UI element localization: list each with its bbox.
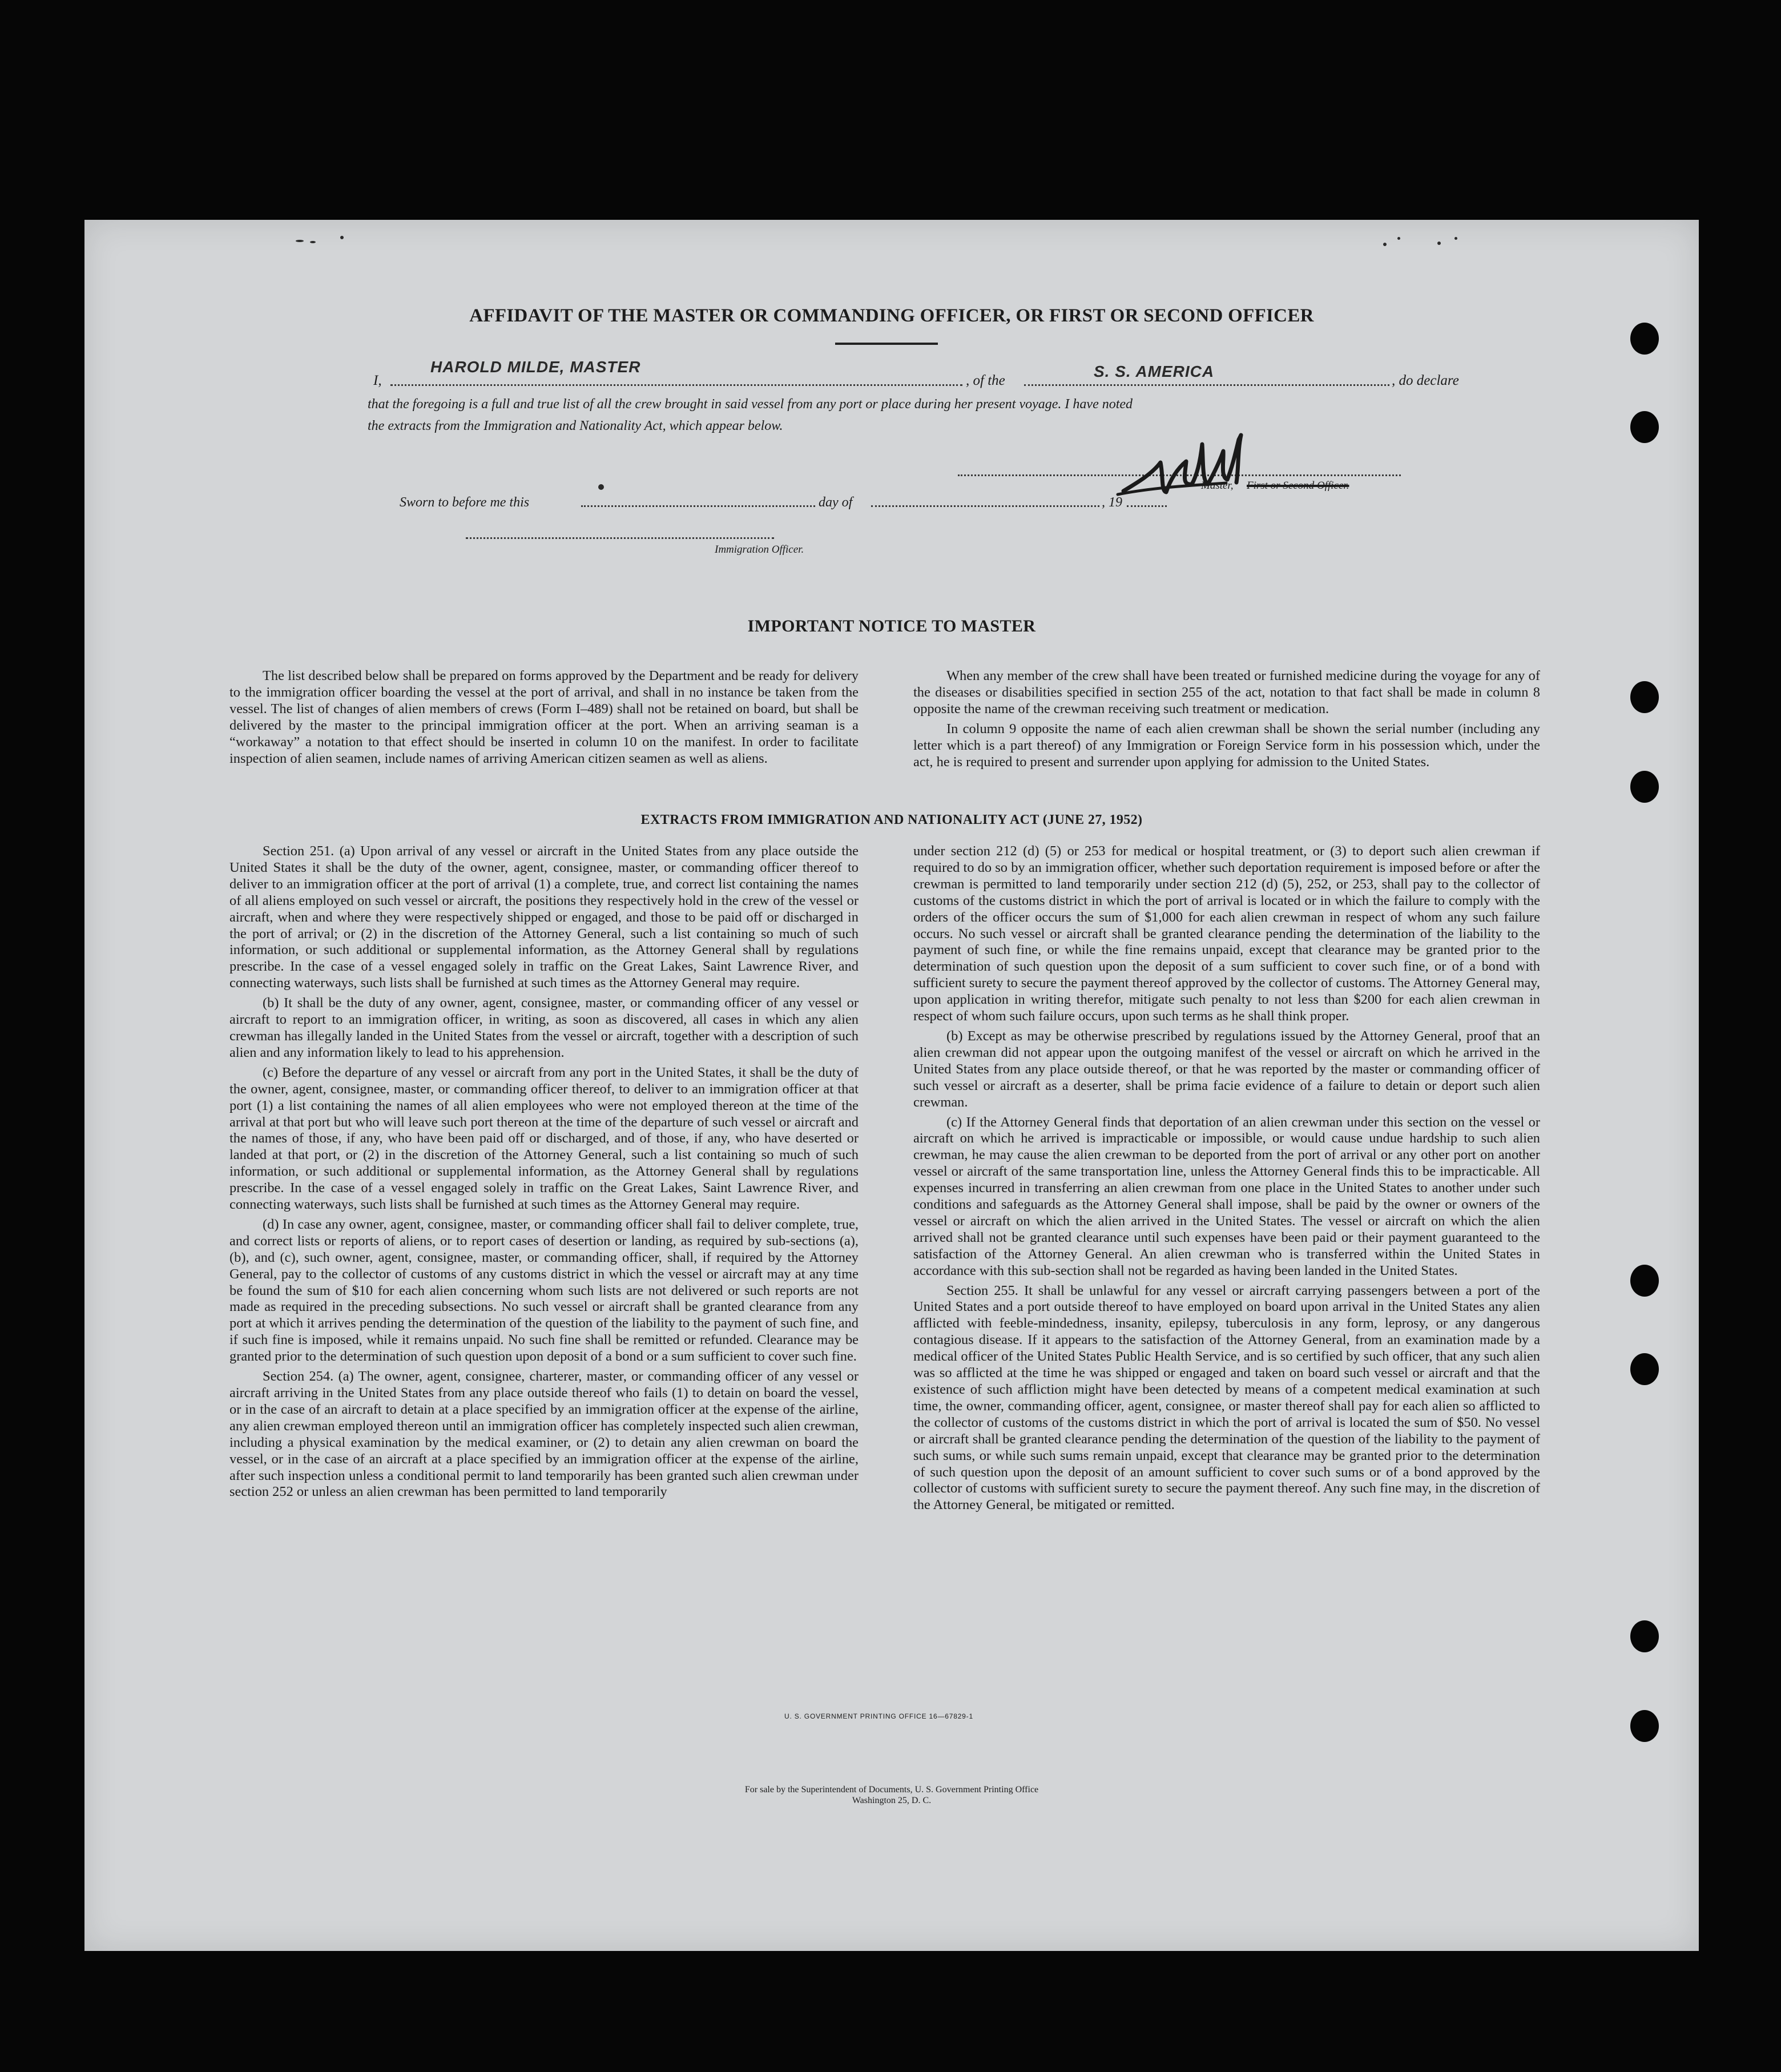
of-the-label: , of the [966,373,1005,388]
extracts-title: EXTRACTS FROM IMMIGRATION AND NATIONALITY ACT (JUNE 27, 1952) [640,812,1143,827]
section-251b: (b) It shall be the duty of any owner, agent, consignee, master, or commanding officer of any vessel or aircraft to report to an immigration officer, in writing, as soon as discovered, all cases in which any alien crewman has illegally landed in the United States from the vessel or aircraft, together with a description of such alien and any information likely to lead to his apprehension. [229,995,859,1060]
notice-left-column [229,668,859,767]
section-251d: (d) In case any owner, agent, consignee, master, or commanding officer shall fail to deliver complete, true, and correct lists or reports of aliens, or to report cases of desertion or landing, as required by sub-sections (a), (b), and (c), such owner, agent, consignee, master, or commanding officer, shall, if required by the Attorney General, pay to the collector of customs of any customs district in which the vessel or aircraft may at any time be found the sum of $10 for each alien concerning whom such lists are not delivered or such reports are not made as required in the preceding subsections. No such vessel or aircraft shall be granted clearance from any port at which it arrives pending the determination of the question of the liability to the payment of such fine, and if such fine is imposed, while it remains unpaid. No such fine shall be remitted or refunded. Clearance may be granted prior to the determination of such question upon deposit of a bond or a sum sufficient to cover such fine. [229,1216,859,1365]
declaration-row [373,358,1494,399]
year-label: , 19 [1102,495,1122,510]
struck-officer-label: First or Second Officer. [1247,480,1349,492]
binder-hole [1630,771,1659,803]
scan-speck [1454,237,1457,240]
notice-right-column [913,668,1540,770]
i-label: I, [373,373,382,388]
sworn-year-blank [1127,505,1167,507]
scan-speck [1383,243,1387,246]
vessel-name: S. S. AMERICA [1094,363,1215,380]
section-254b: (b) Except as may be otherwise prescribed by regulations issued by the Attorney General, proof that an alien crewman did not appear upon the outgoing manifest of the vessel or aircraft on which he arrived in the United States from any place outside thereof, or that he was reported by the master or commanding officer of such vessel or aircraft as a deserter, shall be prima facie evidence of a failure to detain or deport such alien crewman. [913,1028,1540,1110]
sworn-month-blank [871,505,1099,507]
sworn-label: Sworn to before me this [400,495,530,510]
scan-speck [340,236,344,239]
binder-hole [1630,1620,1659,1652]
section-251c: (c) Before the departure of any vessel or aircraft from any port in the United States, it shall be the duty of the owner, agent, consignee, master, or commanding officer thereof, to deliver to an immigration officer at that port (1) a list containing the names of all alien employees who were not employed thereon at the time of the arrival at that port but who will leave such port thereon at the time of the departure of such vessel or aircraft and the names of those, if any, who have been paid off or discharged, and of those, if any, who have deserted or landed at that port, or (2) in the discretion of the Attorney General, such a list containing so much of such information, or such additional or supplemental information, as the Attorney General shall by regulations prescribe. In the case of a vessel engaged solely in traffic on the Great Lakes, Saint Lawrence River, and connecting waterways, such lists shall be furnished at such times as the Attorney General may require. [229,1064,859,1213]
immigration-officer-label: Immigration Officer. [715,544,804,556]
section-251a: Section 251. (a) Upon arrival of any vessel or aircraft in the United States from any place outside the United States it shall be the duty of the owner, agent, consignee, master, or commanding officer thereof to deliver to an immigration officer at the port of arrival (1) a complete, true, and correct list containing the names of all aliens employed on such vessel or aircraft, the positions they respectively hold in the crew of the vessel or aircraft, when and where they were respectively shipped or engaged, and those to be paid off or discharged in the port of arrival; or (2) in the discretion of the Attorney General, such a list containing so much of such information, or such additional or supplemental information, as the Attorney General shall by regulations prescribe. In the case of a vessel engaged solely in traffic on the Great Lakes, Saint Lawrence River, and connecting waterways, such lists shall be furnished at such times as the Attorney General may require. [229,843,859,991]
for-sale-notice [84,1784,1699,1806]
title-rule [835,343,938,345]
declarant-name: HAROLD MILDE, MASTER [430,358,641,376]
binder-hole [1630,1353,1659,1385]
name-blank [390,384,962,386]
scan-speck [296,240,304,242]
scan-speck [598,484,604,490]
affidavit-title: AFFIDAVIT OF THE MASTER OR COMMANDING OFFICER, OR FIRST OR SECOND OFFICER [469,305,1314,326]
notice-title: IMPORTANT NOTICE TO MASTER [747,617,1036,635]
affidavit-page [84,220,1699,1951]
do-declare-label: , do declare [1392,373,1459,388]
for-sale-line-1: For sale by the Superintendent of Documents, U. S. Government Printing Office [744,1785,1039,1795]
day-of-label: day of [819,495,853,510]
binder-hole [1630,411,1659,443]
for-sale-line-2: Washington 25, D. C. [852,1796,932,1805]
binder-hole [1630,323,1659,355]
notice-left-paragraph: The list described below shall be prepared on forms approved by the Department and be ready for delivery to the immigration officer boarding the vessel at the port of arrival, and shall in no instance be taken from the vessel. The list of changes of alien members of crews (Form I–489) shall not be retained on board, but shall be delivered by the master to the principal immigration officer at the port. When an arriving seaman is a “workaway” a notation to that effect should be inserted in column 10 on the manifest. In order to facilitate inspection of alien seamen, include names of arriving American citizen seamen as well as aliens. [229,668,859,766]
sworn-day-blank [581,505,815,507]
section-255: Section 255. It shall be unlawful for any vessel or aircraft carrying passengers between a port of the United States and a port outside thereof to have employed on board upon arrival in the United States any alien afflicted with feeble-mindedness, insanity, epilepsy, tuberculosis in any form, leprosy, or any dangerous contagious disease. If it appears to the satisfaction of the Attorney General, from an examination made by a medical officer of the United States Public Health Service, and is so certified by such officer, that any such alien was so afflicted at the time he was shipped or engaged and taken on board such vessel or aircraft and that the existence of such affliction might have been detected by means of a competent medical examination at such time, the owner, commanding officer, agent, consignee, or master thereof shall pay for each alien so afflicted to the collector of customs of the customs district in which the port of arrival is located the sum of $50. No vessel or aircraft shall be granted clearance pending the determination of the question of the liability to the payment of such sums, or while such sums remain unpaid, except that clearance may be granted prior to the determination of such question upon the deposit of an amount sufficient to cover such sums or of a bond approved by the collector of customs with sufficient surety to secure the payment thereof. Any such fine may, in the discretion of the Attorney General, be mitigated or remitted. [913,1282,1540,1513]
immigration-officer-blank [466,537,774,539]
scan-speck [1397,237,1400,240]
binder-hole [1630,681,1659,713]
declaration-line-1: that the foregoing is a full and true list of all the crew brought in said vessel from any port or place during her present voyage. I have noted [368,397,1133,412]
notice-right-paragraph-1: When any member of the crew shall have been treated or furnished medicine during the voyage for any of the diseases or disabilities specified in section 255 of the act, notation to that fact shall be made in column 8 opposite the name of the crewman receiving such treatment or medication. [913,668,1540,717]
section-254c: (c) If the Attorney General finds that deportation of an alien crewman under this section on the vessel or aircraft on which he arrived is impracticable or impossible, or would cause undue hardship to such alien crewman, he may cause the alien crewman to be deported from the port of arrival or any other port on another vessel or aircraft of the same transportation line, unless the Attorney General finds this to be impracticable. All expenses incurred in transferring an alien crewman from one place in the United States to another under such conditions and safeguards as the Attorney General shall impose, shall be paid by the owner or owners of the vessel or aircraft on which the alien arrived in the United States. The vessel or aircraft on which the alien arrived shall not be granted clearance until such expenses have been paid or their payment guaranteed to the satisfaction of the Attorney General. An alien crewman who is transferred within the United States in accordance with this sub-section shall not be regarded as having been landed in the United States. [913,1114,1540,1278]
scan-speck [1437,242,1441,245]
notice-right-paragraph-2: In column 9 opposite the name of each alien crewman shall be shown the serial number (including any letter which is a part thereof) of any Immigration or Foreign Service form in his possession which, under the act, he is required to present and surrender upon applying for admission to the United States. [913,721,1540,770]
printing-office-imprint: U. S. GOVERNMENT PRINTING OFFICE 16—67829-1 [784,1712,973,1720]
master-label: Master, [1201,480,1234,492]
section-254a-continued: under section 212 (d) (5) or 253 for medical or hospital treatment, or (3) to deport such alien crewman if required to do so by an immigration officer, whether such deportation requirement is imposed before or after the crewman is permitted to land temporarily under section 212 (d) (5), 252, or 253, shall pay to the collector of customs of the customs district in which the port of arrival is located or in which the failure to comply with the orders of the officer occurs the sum of $1,000 for each alien crewman in respect of whom any such failure occurs. No such vessel or aircraft shall be granted clearance pending the determination of the liability to the payment of such fine, or while the fine remains unpaid, except that clearance may be granted prior to the determination of such question upon the deposit of a sum sufficient to cover such fine, or of a bond with sufficient surety to secure the payment thereof approved by the collector of customs. The Attorney General may, upon application in writing therefor, mitigate such penalty to not less than $200 for each alien crewman in respect of whom such failure occurs, upon such terms as he shall think proper. [913,843,1540,1024]
extracts-left-column [229,843,859,1500]
extracts-right-column [913,843,1540,1514]
declaration-line-2: the extracts from the Immigration and Nationality Act, which appear below. [368,419,783,433]
section-254a: Section 254. (a) The owner, agent, consignee, charterer, master, or commanding officer of any vessel or aircraft arriving in the United States from any place outside thereof who fails (1) to detain on board the vessel, or in the case of an aircraft to detain at a place specified by an immigration officer at the expense of the airline, any alien crewman employed thereon until an immigration officer has completely inspected such alien crewman, including a physical examination by the medical examiner, or (2) to detain any alien crewman on board the vessel, or in the case of an aircraft at a place specified by an immigration officer at the expense of the airline, after such inspection unless a conditional permit to land temporarily has been granted such alien crewman under section 252 or unless an alien crewman has been permitted to land temporarily [229,1369,859,1500]
vessel-blank [1024,384,1389,386]
binder-hole [1630,1710,1659,1742]
binder-hole [1630,1265,1659,1297]
scan-speck [310,241,316,243]
